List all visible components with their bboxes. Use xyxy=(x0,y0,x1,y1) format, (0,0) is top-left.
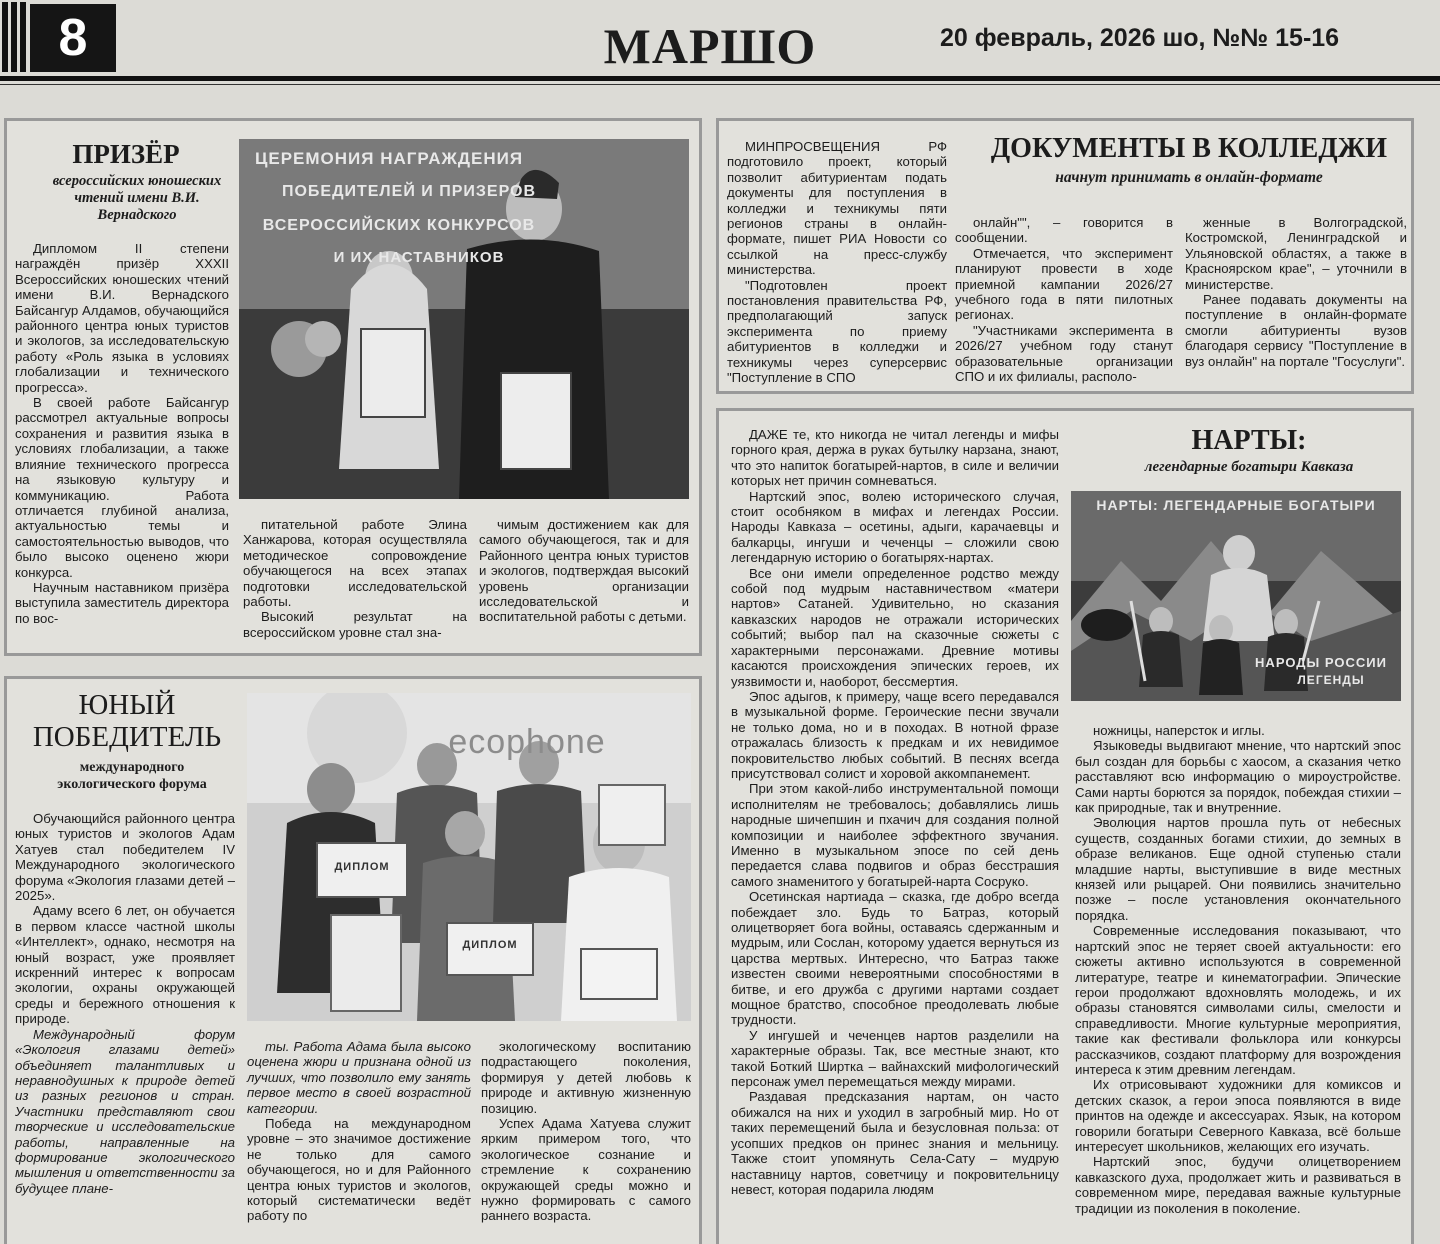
paragraph: Международный форум «Экология глазами детей» объединяет талантливых и неравнодушных к природе детей из разных регионов и стран. Участники представляют свои творческие и исследовательские работы, направленные на формирование экологического мышления и ответственности за будущее плане- xyxy=(15,1026,235,1196)
page-number: 8 xyxy=(30,4,116,72)
article-column-2 xyxy=(1075,723,1401,1216)
article-title-colon: : xyxy=(1297,425,1307,456)
article-title: ДОКУМЕНТЫ В КОЛЛЕДЖИ xyxy=(990,133,1388,164)
paragraph: Их отрисовывают художники для комиксов и детских сказок, а герои эпоса появляются в виде принтов на одежде и аксессуарах. Язык, на котором говорили богатыри Северного Кавказа, всё больше интересует школьников, желающих его изучать. xyxy=(1075,1077,1401,1154)
paragraph: Современные исследования показывают, что нартский эпос не теряет своей актуальности: его сюжеты активно используются в современной литературе, театре и кинематографии. Эпические герои продолжают вдохновлять молодежь, и их образы становятся символами силы, смелости и справедливости. Многие культурные мероприятия, такие как фестивали фольклора или конкурсы рассказчиков, создают платформу для возрождения интереса к этим древним легендам. xyxy=(1075,923,1401,1077)
article-column-1 xyxy=(15,811,235,1196)
paragraph: При этом какой-либо инструментальной помощи исполнителям не требовалось; добавлялись лишь народные шичепшин и пхачич для создания полной композиции и наиболее эффектного звучания. Именно в музыкальном эпосе по сей день передается слава подвигов и образ бесстрашия самого знаменитого у богатырей-нарта Сосруко. xyxy=(731,781,1059,889)
paragraph: Высокий результат на всероссийском уровне стал зна- xyxy=(243,609,467,640)
page-header xyxy=(0,0,1440,96)
paragraph: "Участниками эксперимента в 2026/27 учебном году станут образовательные организации СПО и их филиалы, располо- xyxy=(955,322,1173,385)
paragraph: женные в Волгоградской, Костромской, Ленинградской и Ульяновской областях, а также в Красноярском крае", – уточнили в министерстве. xyxy=(1185,215,1407,292)
paragraph: У ингушей и чеченцев нартов разделили на характерные образы. Так, все местные знают, кто такой Боткий Ширтка – вайнахский мифологический персонаж умел перемещаться между мирами. xyxy=(731,1027,1059,1090)
photo-banner-line-2: ПОБЕДИТЕЛЕЙ И ПРИЗЕРОВ xyxy=(281,183,537,200)
paragraph: Осетинская нартиада – сказка, где добро всегда побеждает зло. Будь то Батраз, который олицетворяет бога войны, оставаясь сдержанным и мудрым, или Сослан, которому удается вернуться из царства мертвых. Интересно, что Батраз также известен своими невероятными способностями в битве, и его дружба с другими нартами создает мощное братство, способное преодолевать любые трудности. xyxy=(731,889,1059,1028)
award-ceremony-photo xyxy=(239,139,689,499)
photo-banner-line-4: И ИХ НАСТАВНИКОВ xyxy=(333,249,505,266)
paragraph: онлайн"", – говорится в сообщении. xyxy=(955,215,1173,246)
article-subtitle: легендарные богатыри Кавказа xyxy=(1144,459,1354,475)
newspaper-masthead: МАРШО xyxy=(603,18,817,74)
article-column-1 xyxy=(731,427,1059,1197)
photo-banner-line-1: ЦЕРЕМОНИЯ НАГРАЖДЕНИЯ xyxy=(254,149,524,168)
article-subtitle: международного экологического форума xyxy=(57,760,207,792)
paragraph: Научным наставником призёра выступила заместитель директора по вос- xyxy=(15,579,229,626)
article-title xyxy=(1089,425,1409,457)
article-column-1 xyxy=(15,241,229,626)
paragraph: Нартский эпос, будучи олицетворением кавказского духа, продолжает жить и развиваться в современном мире, передавая важные культурные традиции из поколения в поколение. xyxy=(1075,1154,1401,1216)
paragraph: экологическому воспитанию подрастающего поколения, формируя у детей любовь к природе и активную жизненную позицию. xyxy=(481,1039,691,1116)
paragraph: ты. Работа Адама была высоко оценена жюри и признана одной из лучших, что позволило ему занять первое место в своей возрастной категории. xyxy=(247,1039,471,1116)
article-subtitle: начнут принимать в онлайн-формате xyxy=(1055,169,1323,186)
photo-banner-line-3: ВСЕРОССИЙСКИХ КОНКУРСОВ xyxy=(262,217,536,234)
article-title: ПРИЗЁР xyxy=(72,139,180,169)
article-column-2 xyxy=(247,1039,471,1224)
paragraph: Языковеды выдвигают мнение, что нартский эпос был создан для борьбы с хаосом, а сказания четко расставляют всю информацию о мироустройстве. Сами нарты борются за порядок, побеждая стихии – как природные, так и внутренние. xyxy=(1075,738,1401,816)
paragraph: Эпос адыгов, к примеру, чаще всего передавался в музыкальной форме. Героические песни звучали не только дома, но и в походах. В нотной фразе отражалась близость к предкам и их невидимое покровительство любых событий. В песнях всегда присутствовал солист и хоровой аккомпанемент. xyxy=(731,688,1059,781)
article-young-winner xyxy=(4,676,702,1244)
paragraph: Успех Адама Хатуева служит ярким примером того, что экологическое сознание и стремление к сохранению окружающей среды можно и нужно формировать с самого раннего возраста. xyxy=(481,1116,691,1224)
masthead-bars xyxy=(0,2,26,72)
paragraph: "Подготовлен проект постановления правительства РФ, предполагающий запуск эксперимента по приему абитуриентов в колледжи и техникумы через суперсервис "Поступление в СПО xyxy=(727,277,947,386)
paragraph: Нартский эпос, волею исторического случая, стоит особняком в мифах и легендах России. Народы Кавказа – осетины, адыги, карачаевцы и балкарцы, ингуши и чеченцы – сложили свою легендарную историю о богатырях-нартах. xyxy=(731,488,1059,566)
paragraph: питательной работе Элина Ханжарова, которая осуществляла методическое сопровождение обучающегося на всех этапах подготовки исследовательской работы. xyxy=(243,517,467,610)
article-column-3 xyxy=(1185,215,1407,369)
paragraph: Отмечается, что эксперимент планируют провести в ходе приемной кампании 2026/27 учебного года в пяти пилотных регионах. xyxy=(955,245,1173,323)
narty-warriors-illustration xyxy=(1071,491,1401,701)
paragraph: ножницы, наперсток и иглы. xyxy=(1093,723,1265,738)
paragraph: Все они имели определенное родство между собой под мудрым наставничеством «матери нартов» Сатаней. Удивительно, но сказания кавказских народов не отражали исторических событий; выбор пал на сказочные сюжеты с характерными персонажами. Древние мотивы касаются происхождения эпических героев, их уязвимости и, наоборот, бессмертия. xyxy=(731,565,1059,689)
article-column-2 xyxy=(955,215,1173,384)
paragraph: чимым достижением как для самого обучающегося, так и для Районного центра юных туристов и экологов, подтверждая высокий уровень организации исследовательской и воспитательной работы с детьми. xyxy=(479,517,689,625)
header-rule xyxy=(0,76,1440,81)
paragraph: ДАЖЕ те, кто никогда не читал легенды и мифы горного края, держа в руках бутылку нарзана, знают, что это напиток богатырей-нартов, в силе и величии которых нет причин сомневаться. xyxy=(731,427,1059,489)
paragraph: В своей работе Байсангур рассмотрел актуальные вопросы сохранения и развития языка в условиях глобализации, а также влияние технического прогресса на языковую культуру и коммуникацию. Работа отличается глубиной анализа, актуальностью темы и самостоятельностью выводов, что было высоко оценено жюри конкурса. xyxy=(15,395,229,580)
article-column-1 xyxy=(727,139,947,386)
paragraph: Обучающийся районного центра юных туристов и экологов Адам Хатуев стал победителем IV Международного экологического форума «Экология глазами детей – 2025». xyxy=(15,811,235,904)
header-rule-thin xyxy=(0,84,1440,85)
photo-sign-text: ecophone xyxy=(448,723,606,761)
article-title-line-2: ПОБЕДИТЕЛЬ xyxy=(32,721,222,753)
diploma-label: ДИПЛОМ xyxy=(334,861,390,873)
paragraph: Адаму всего 6 лет, он обучается в первом классе частной школы «Интеллект», однако, несмотря на юный возраст, уже проявляет искренний интерес к вопросам экологии, охраны окружающей среды и бережного отношения к природе. xyxy=(15,903,235,1027)
article-documents xyxy=(716,118,1414,394)
eco-forum-winners-photo xyxy=(247,693,691,1021)
diploma-label: ДИПЛОМ xyxy=(462,939,518,951)
paragraph: Эволюция нартов прошла путь от небесных существ, созданных богами стихии, до земных в образе великанов. Еще одной ступенью стали младшие нарты, выступившие в виде местных князей или рыцарей. Они появились значительно позже – после установления окончательного порядка. xyxy=(1075,815,1401,923)
illustration-caption-2: ЛЕГЕНДЫ xyxy=(1297,673,1365,687)
article-narty xyxy=(716,408,1414,1244)
illustration-title: НАРТЫ: ЛЕГЕНДАРНЫЕ БОГАТЫРИ xyxy=(1096,497,1376,513)
article-column-2 xyxy=(243,517,467,640)
paragraph: Раздавая предсказания нартам, он часто обижался на них и уходил в загробный мир. Но от таких перемещений была и безусловная польза: от усопших предков он принес знания и мельницу. Также стоит упомянуть Села-Сату – мудрую наставницу нартов, советчицу и покровительницу невест, которая подарила людям xyxy=(731,1089,1059,1197)
article-title-line-1: ЮНЫЙ xyxy=(78,689,176,721)
article-column-3 xyxy=(481,1039,691,1224)
article-column-3 xyxy=(479,517,689,625)
issue-date: 20 февраль, 2026 шо, №№ 15-16 xyxy=(940,24,1340,52)
article-prizer xyxy=(4,118,702,656)
paragraph: Ранее подавать документы на поступление в онлайн-формате смогли абитуриенты вузов благодаря сервису "Поступление в вуз онлайн" на портале "Госуслуги". xyxy=(1185,292,1407,369)
paragraph: Дипломом II степени награждён призёр XXXII Всероссийских юношеских чтений имени В.И. Вернадского Байсангур Алдамов, обучающийся районного центра юных туристов и экологов, за исследовательскую работу «Роль языка в условиях глобализации и технического прогресса». xyxy=(15,241,229,395)
paragraph: МИНПРОСВЕЩЕНИЯ РФ подготовило проект, который позволит абитуриентам подать документы для поступления в колледжи и техникумы пяти регионов страны в онлайн-формате, пишет РИА Новости со ссылкой на пресс-службу министерства. xyxy=(727,139,947,278)
article-subtitle: всероссийских юношеских чтений имени В.И. Вернадского xyxy=(52,173,222,223)
paragraph: Победа на международном уровне – это значимое достижение не только для самого обучающегося, но и для Районного центра юных туристов и экологов, который систематически ведёт работу по xyxy=(247,1116,471,1224)
article-title-text: НАРТЫ xyxy=(1191,425,1298,456)
illustration-caption-1: НАРОДЫ РОССИИ xyxy=(1255,655,1387,670)
